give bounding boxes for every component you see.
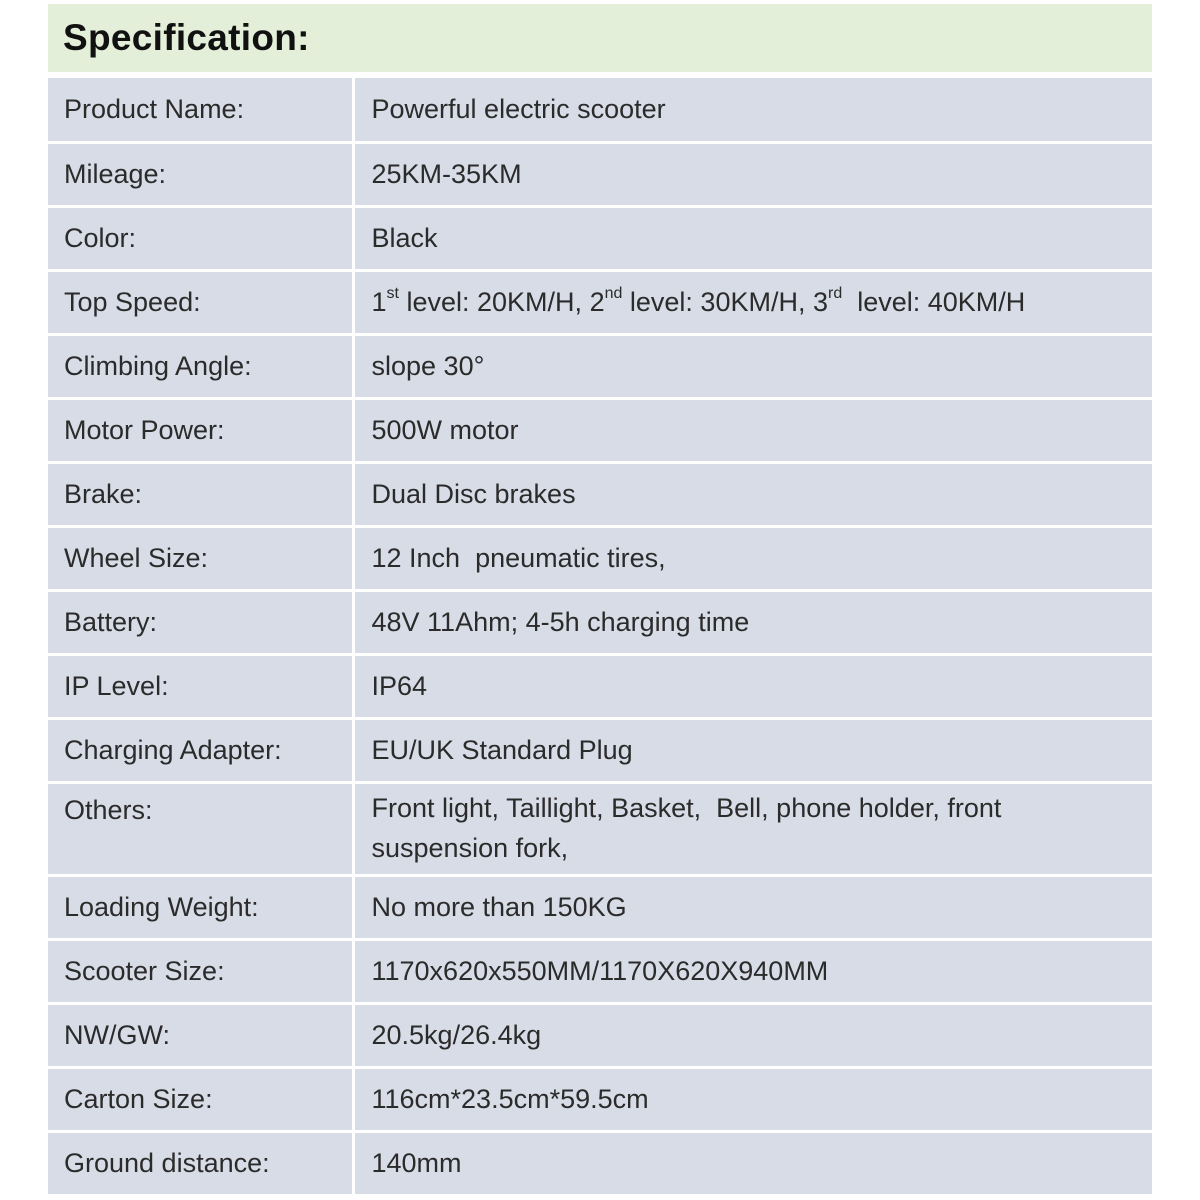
spec-label-brake: Brake: [48, 462, 353, 526]
spec-value-ip-level: IP64 [353, 654, 1152, 718]
spec-value-motor-power: 500W motor [353, 398, 1152, 462]
table-row [48, 78, 1152, 142]
spec-value-loading-weight: No more than 150KG [353, 875, 1152, 939]
table-row [48, 590, 1152, 654]
table-row [48, 462, 1152, 526]
spec-value-carton-size: 116cm*23.5cm*59.5cm [353, 1067, 1152, 1131]
table-row [48, 526, 1152, 590]
spec-label-wheel-size: Wheel Size: [48, 526, 353, 590]
speed-level-2-text: level: 30KM/H, [622, 287, 813, 317]
spec-label-scooter-size: Scooter Size: [48, 939, 353, 1003]
table-row [48, 718, 1152, 782]
speed-level-1-number: 1 [371, 287, 387, 317]
spec-value-battery: 48V 11Ahm; 4-5h charging time [353, 590, 1152, 654]
spec-value-nw-gw: 20.5kg/26.4kg [353, 1003, 1152, 1067]
speed-level-1-suffix: st [386, 285, 399, 302]
spec-label-charging-adapter: Charging Adapter: [48, 718, 353, 782]
spec-value-others-line2: suspension fork, [371, 832, 569, 863]
spec-label-color: Color: [48, 206, 353, 270]
spec-value-others-line1: Front light, Taillight, Basket, Bell, phone holder, front [371, 792, 1002, 823]
speed-level-2-suffix: nd [604, 285, 623, 302]
spec-label-ip-level: IP Level: [48, 654, 353, 718]
table-row [48, 142, 1152, 206]
speed-level-3-text: level: 40KM/H [842, 287, 1026, 317]
speed-level-1-text: level: 20KM/H, [398, 287, 590, 317]
spec-label-climbing-angle: Climbing Angle: [48, 334, 353, 398]
table-row [48, 1131, 1152, 1195]
spec-label-product-name: Product Name: [48, 78, 353, 142]
specification-header [48, 4, 1152, 72]
speed-level-3-suffix: rd [828, 285, 843, 302]
spec-label-motor-power: Motor Power: [48, 398, 353, 462]
spec-label-ground-distance: Ground distance: [48, 1131, 353, 1195]
table-row [48, 334, 1152, 398]
spec-value-mileage: 25KM-35KM [353, 142, 1152, 206]
spec-label-carton-size: Carton Size: [48, 1067, 353, 1131]
table-row [48, 1003, 1152, 1067]
spec-label-loading-weight: Loading Weight: [48, 875, 353, 939]
specification-sheet [48, 4, 1152, 1197]
table-row [48, 782, 1152, 875]
page-title: Specification: [63, 17, 310, 58]
table-row [48, 270, 1152, 334]
spec-value-wheel-size: 12 Inch pneumatic tires, [353, 526, 1152, 590]
spec-label-nw-gw: NW/GW: [48, 1003, 353, 1067]
spec-value-ground-distance: 140mm [353, 1131, 1152, 1195]
specification-table [48, 78, 1152, 1197]
spec-value-scooter-size: 1170x620x550MM/1170X620X940MM [353, 939, 1152, 1003]
spec-value-brake: Dual Disc brakes [353, 462, 1152, 526]
spec-value-others [353, 782, 1152, 875]
spec-label-battery: Battery: [48, 590, 353, 654]
table-row [48, 939, 1152, 1003]
spec-label-mileage: Mileage: [48, 142, 353, 206]
spec-label-top-speed: Top Speed: [48, 270, 353, 334]
spec-label-others: Others: [48, 782, 353, 875]
table-row [48, 1067, 1152, 1131]
spec-value-product-name: Powerful electric scooter [353, 78, 1152, 142]
speed-level-2-number: 2 [589, 287, 605, 317]
spec-value-charging-adapter: EU/UK Standard Plug [353, 718, 1152, 782]
table-row [48, 206, 1152, 270]
spec-value-top-speed [353, 270, 1152, 334]
spec-value-climbing-angle: slope 30° [353, 334, 1152, 398]
table-row [48, 654, 1152, 718]
table-row [48, 398, 1152, 462]
speed-level-3-number: 3 [812, 287, 828, 317]
spec-value-color: Black [353, 206, 1152, 270]
table-row [48, 875, 1152, 939]
